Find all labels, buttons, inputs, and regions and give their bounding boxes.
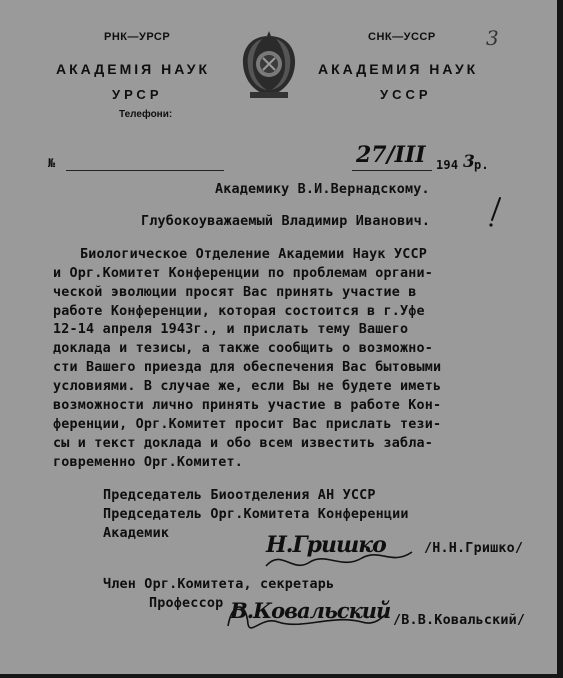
chair-handwritten-signature: Н.Гришко	[266, 532, 386, 558]
date-year-suffix: р.	[474, 158, 489, 172]
chair-line-2: Председатель Орг.Комитета Конференции	[103, 507, 409, 522]
reference-label: №	[48, 156, 56, 170]
body-line: говременно Орг.Комитет.	[53, 455, 244, 470]
exclamation-mark-icon	[486, 196, 506, 228]
body-line: ческой эволюции просят Вас принять участие в	[53, 285, 417, 300]
member-handwritten-signature: В.Ковальский	[230, 598, 391, 623]
letterhead-left-country: УРСР	[112, 87, 163, 102]
reference-underline	[66, 170, 224, 171]
body-line: ференции, Орг.Комитет просит Вас прислать тези-	[53, 417, 442, 432]
date-underline	[352, 170, 432, 171]
body-line: и Орг.Комитет Конференции по проблемам органи-	[53, 266, 434, 281]
letterhead-right-academy: АКАДЕМИЯ НАУК	[318, 61, 479, 77]
letterhead-right-top: СНК—УССР	[368, 31, 436, 43]
body-line: работе Конференции, которая состоится в г.Уфе	[53, 304, 425, 319]
chair-signature-flourish	[262, 540, 422, 580]
salutation: Глубокоуважаемый Владимир Иванович.	[141, 214, 431, 229]
addressee: Академику В.И.Вернадскому.	[215, 182, 430, 197]
chair-printed-name: /Н.Н.Гришко/	[424, 541, 524, 556]
chair-title: Академик	[103, 526, 170, 541]
member-signature-flourish	[222, 596, 392, 640]
date-year-printed: 194	[436, 158, 459, 172]
date-year-handwritten: 3	[463, 152, 475, 172]
member-printed-name: /В.В.Ковальский/	[393, 613, 526, 628]
body-line: возможности лично принять участие в работе Кон-	[53, 398, 442, 413]
body-line: доклада и тезисы, а также сообщить о возможно-	[53, 341, 434, 356]
member-title: Профессор	[149, 596, 224, 611]
letterhead-left-academy: АКАДЕМІЯ НАУК	[56, 61, 211, 77]
body-line: сти Вашего приезда для обеспечения Вас бытовыми	[53, 360, 442, 375]
phones-label: Телефони:	[119, 109, 173, 120]
body-line: 12-14 апреля 1943г., и прислать тему Вашего	[53, 322, 409, 337]
state-emblem-icon	[236, 30, 302, 102]
archive-page-number: 3	[486, 26, 499, 50]
letterhead-left-top: РНК—УРСР	[104, 31, 171, 43]
date-handwritten: 27/III	[356, 142, 426, 168]
member-line-1: Член Орг.Комитета, секретарь	[103, 577, 335, 592]
chair-line-1: Председатель Биоотделения АН УССР	[103, 488, 376, 503]
body-line: условиями. В случае же, если Вы не будете иметь	[53, 379, 442, 394]
letterhead-right-country: УССР	[380, 87, 432, 102]
body-line: сы и текст доклада и обо всем известить забла-	[53, 436, 434, 451]
body-line: Биологическое Отделение Академии Наук УССР	[80, 247, 427, 262]
